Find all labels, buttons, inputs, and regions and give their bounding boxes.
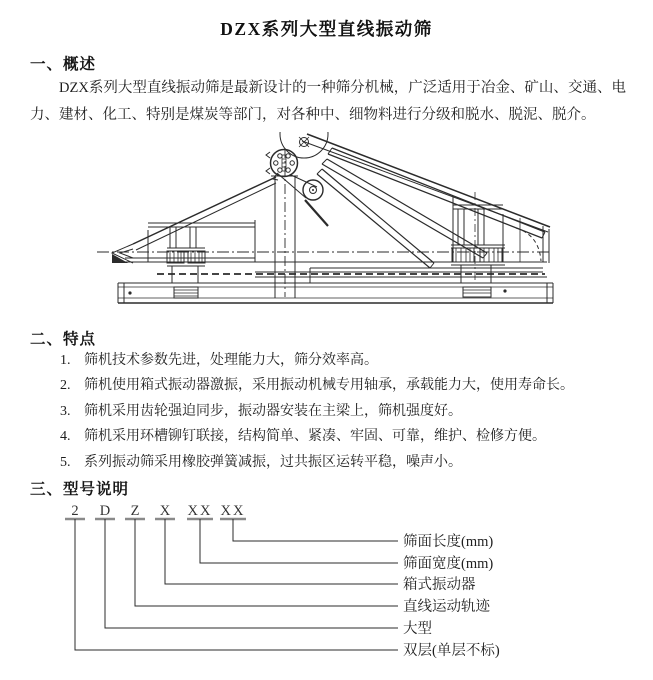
feature-text: 筛机采用齿轮强迫同步，振动器安装在主梁上，筛机强度好。 xyxy=(84,403,462,419)
model-label: 筛面宽度(mm) xyxy=(403,556,494,572)
feature-item xyxy=(60,399,635,424)
model-code-part: XX xyxy=(220,503,246,519)
model-label: 大型 xyxy=(403,621,432,637)
model-code-part: Z xyxy=(130,503,140,519)
feature-text: 筛机技术参数先进，处理能力大，筛分效率高。 xyxy=(84,353,378,368)
overview-paragraph: DZX系列大型直线振动筛是最新设计的一种筛分机械，广泛适用于冶金、矿山、交通、电力、建材、化工、特别是煤炭等部门，对各种中、细物料进行分级和脱水、脱泥、脱介。 xyxy=(30,80,626,123)
model-label: 筛面长度(mm) xyxy=(403,534,494,550)
model-code-part: X xyxy=(159,503,171,519)
model-code-part: XX xyxy=(187,503,213,519)
feature-number: 3. xyxy=(60,403,71,419)
model-connector-lines xyxy=(75,519,398,650)
model-code-part: D xyxy=(99,503,111,519)
feature-item xyxy=(60,373,635,398)
feature-number: 2. xyxy=(60,378,71,394)
page-title: DZX系列大型直线振动筛 xyxy=(220,19,433,39)
center-column xyxy=(271,148,298,298)
section-heading-overview: 一、概述 xyxy=(30,56,97,73)
feature-item xyxy=(60,450,635,475)
left-spring-support xyxy=(148,220,255,298)
feature-text: 筛机使用箱式振动器激振，采用振动机械专用轴承，承载能力大，使用寿命长。 xyxy=(84,378,574,394)
feature-text: 筛机采用环槽铆钉联接，结构简单、紧凑、牢固、可靠，维护、检修方便。 xyxy=(84,429,546,445)
model-code-row xyxy=(71,503,245,519)
right-spring-support xyxy=(451,192,505,297)
section-heading-features: 二、特点 xyxy=(30,331,97,348)
feature-number: 4. xyxy=(60,429,71,445)
model-label: 直线运动轨迹 xyxy=(403,599,490,615)
feed-end-nose xyxy=(112,244,133,263)
feature-item xyxy=(60,348,635,373)
machine-side-view-drawing xyxy=(95,132,555,312)
feature-item xyxy=(60,424,635,449)
model-code-part: 2 xyxy=(71,503,79,519)
model-label: 箱式振动器 xyxy=(403,577,476,593)
feature-number: 1. xyxy=(60,353,71,368)
section-heading-model: 三、型号说明 xyxy=(30,481,130,498)
features-list xyxy=(60,348,635,475)
model-code-diagram xyxy=(60,498,560,668)
diagonal-braces xyxy=(317,148,545,268)
feature-number: 5. xyxy=(60,454,71,470)
model-label: 双层(单层不标) xyxy=(403,643,500,659)
feature-text: 系列振动筛采用橡胶弹簧减振，过共振区运转平稳，噪声小。 xyxy=(84,454,462,470)
